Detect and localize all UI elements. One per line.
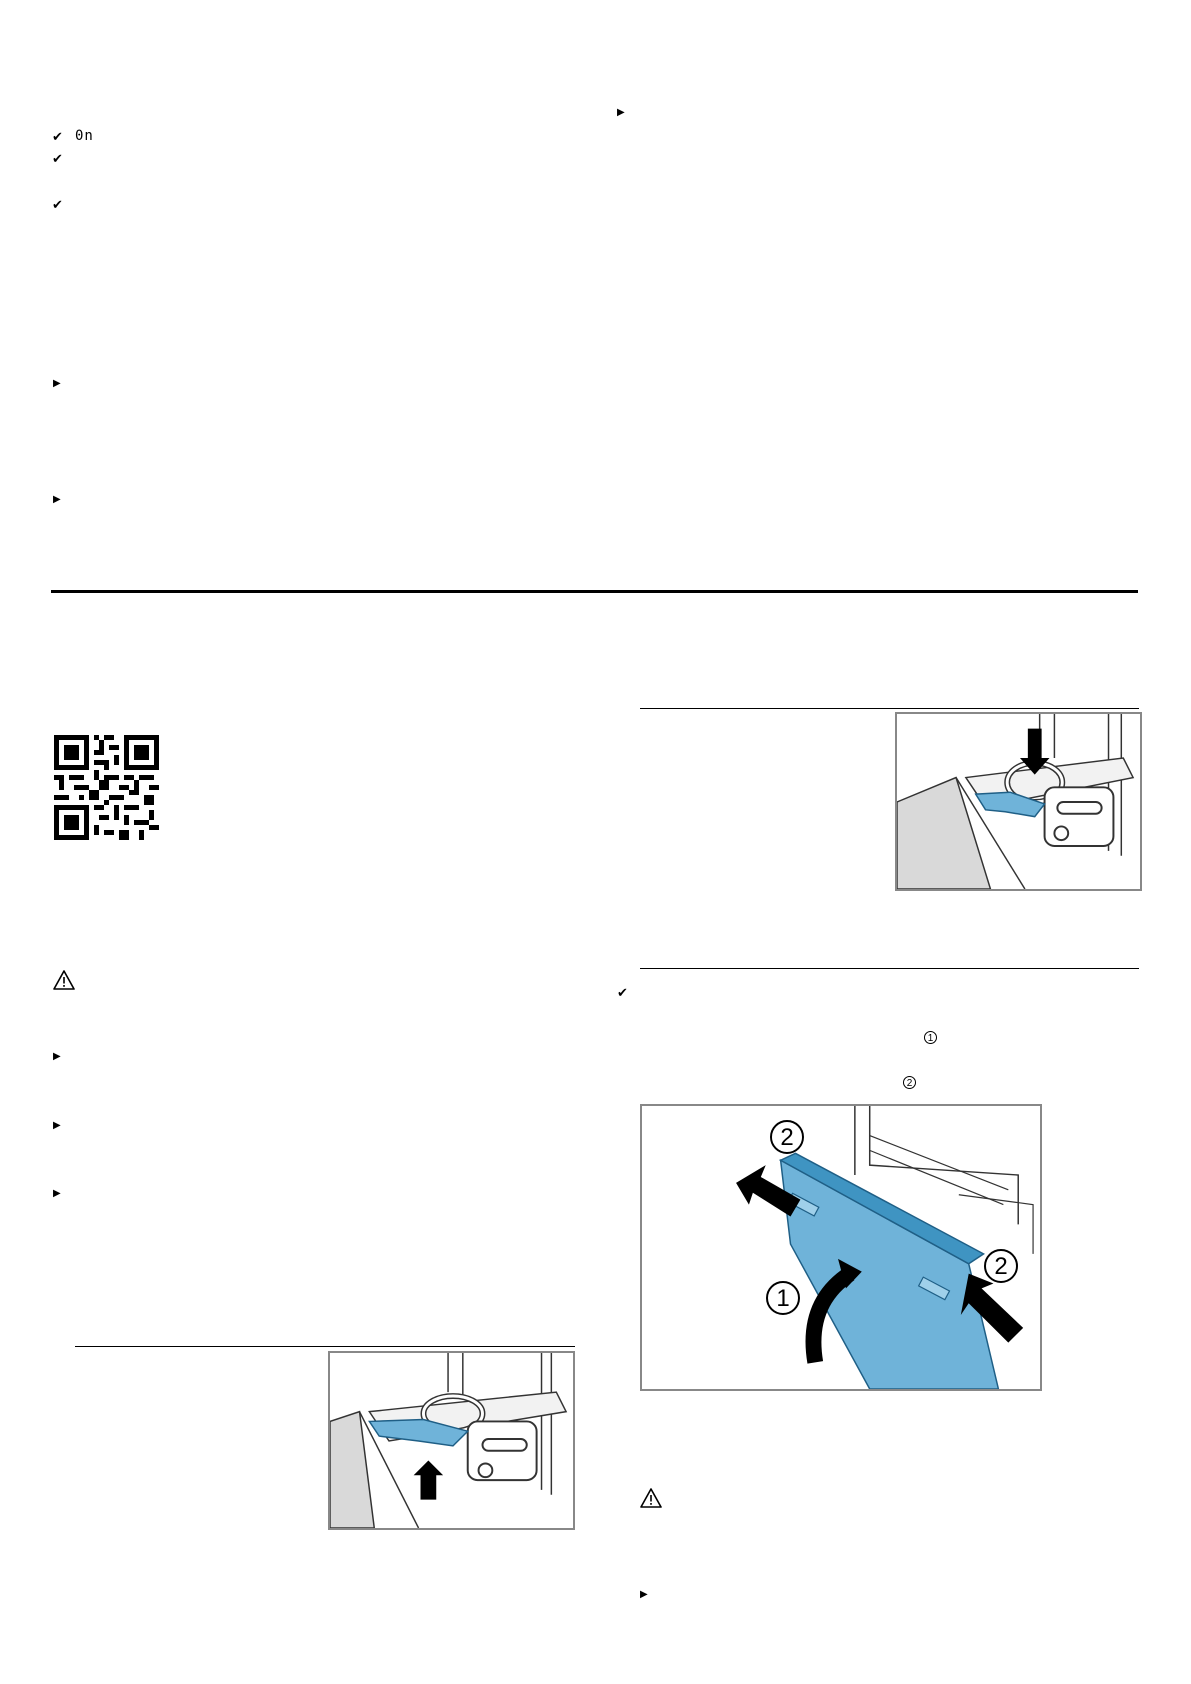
callout-2-right: 2: [984, 1249, 1018, 1283]
callout-2-top: 2: [770, 1120, 804, 1154]
display-code: 0n: [75, 128, 94, 144]
warning-icon: [53, 970, 75, 990]
check-icon: ✔: [52, 130, 63, 145]
bullet-arrow-icon: ▶: [617, 107, 625, 118]
section-divider: [51, 590, 1138, 593]
bullet-arrow-icon: ▶: [53, 1051, 61, 1062]
step-rule: [75, 1346, 575, 1347]
inline-callout-2: 2: [903, 1076, 916, 1089]
check-icon: ✔: [52, 198, 63, 213]
inline-callout-1: 1: [924, 1031, 937, 1044]
warning-icon: [640, 1488, 662, 1508]
bullet-arrow-icon: ▶: [53, 494, 61, 505]
bullet-arrow-icon: ▶: [53, 378, 61, 389]
step-rule: [640, 968, 1139, 969]
bullet-arrow-icon: ▶: [53, 1120, 61, 1131]
hinge-lever-down-figure: [895, 712, 1142, 891]
callout-1: 1: [766, 1281, 800, 1315]
step-rule: [640, 708, 1139, 709]
bullet-arrow-icon: ▶: [53, 1188, 61, 1199]
hinge-lever-up-figure: [328, 1351, 575, 1530]
qr-code: [54, 735, 159, 840]
bullet-arrow-icon: ▶: [640, 1589, 648, 1600]
check-icon: ✔: [52, 152, 63, 167]
check-icon: ✔: [617, 986, 628, 1001]
door-panel-removal-figure: [640, 1104, 1042, 1391]
